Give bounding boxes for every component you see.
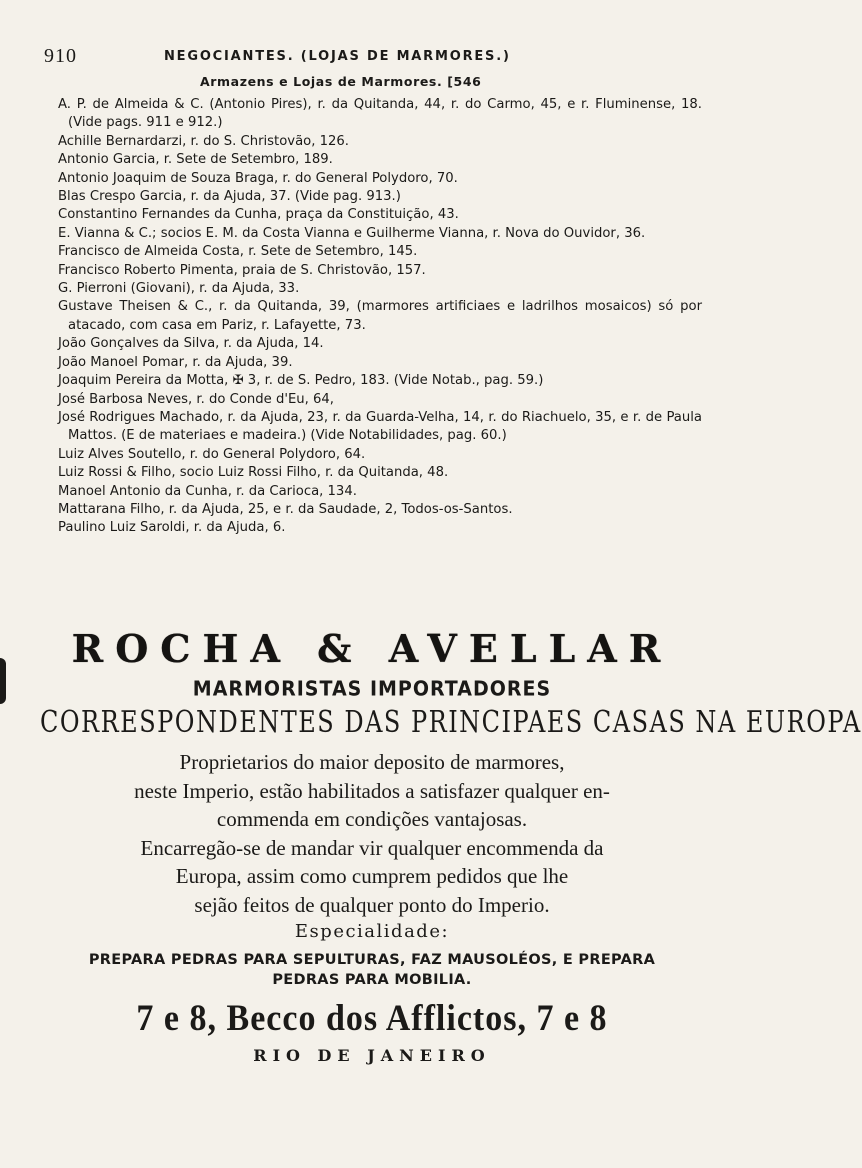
entry-text: E. Vianna & C.; socios E. M. da Costa Vianna e Guilherme Vianna, r. Nova do Ouvidor, 36. xyxy=(58,225,646,241)
list-item xyxy=(58,298,702,335)
ad-correspondents: CORRESPONDENTES DAS PRINCIPAES CASAS NA EUROPA xyxy=(40,704,862,740)
ad-tagline: MARMORISTAS IMPORTADORES xyxy=(192,677,552,701)
list-item xyxy=(58,409,702,446)
entry-text: Antonio Garcia, r. Sete de Setembro, 189. xyxy=(58,152,333,168)
list-item xyxy=(58,446,702,464)
section-subheader: Armazens e Lojas de Marmores. [546 xyxy=(200,74,482,89)
entry-text: João Gonçalves da Silva, r. da Ajuda, 14. xyxy=(58,336,324,352)
page-number: 910 xyxy=(44,44,77,67)
entry-text: Francisco de Almeida Costa, r. Sete de Setembro, 145. xyxy=(58,244,418,260)
entry-text: José Rodrigues Machado, r. da Ajuda, 23, r. da Guarda-Velha, 14, r. do Riachuelo, 35, e r. de Paula Mattos. (E de materiaes e madeira.) (Vide Notabilidades, pag. 60.) xyxy=(58,409,702,444)
list-item xyxy=(58,391,702,409)
entry-text: Gustave Theisen & C., r. da Quitanda, 39, (marmores artificiaes e ladrilhos mosaicos) só por atacado, com casa em Pariz, r. Lafayette, 73. xyxy=(58,299,702,333)
ad-body-line: sejão feitos de qualquer ponto do Imperio. xyxy=(194,892,550,917)
page-edge-mark xyxy=(0,658,6,704)
entry-text: Blas Crespo Garcia, r. da Ajuda, 37. (Vide pag. 913.) xyxy=(58,189,401,205)
ad-specialty-line: PEDRAS PARA MOBILIA. xyxy=(272,972,472,988)
entry-text: Luiz Alves Soutello, r. do General Polydoro, 64. xyxy=(58,446,366,462)
ad-specialty-label: Especialidade: xyxy=(294,921,450,942)
entry-text: A. P. de Almeida & C. (Antonio Pires), r. da Quitanda, 44, r. do Carmo, 45, e r. Fluminense, 18. (Vide pags. 911 e 912.) xyxy=(58,97,702,131)
entry-text: João Manoel Pomar, r. da Ajuda, 39. xyxy=(58,354,293,370)
running-head: NEGOCIANTES. (LOJAS DE MARMORES.) xyxy=(164,48,511,64)
entry-text: Antonio Joaquim de Souza Braga, r. do General Polydoro, 70. xyxy=(58,170,458,186)
list-item xyxy=(58,225,702,243)
entry-text: Constantino Fernandes da Cunha, praça da Constituição, 43. xyxy=(58,207,459,223)
list-item xyxy=(58,372,702,390)
list-item xyxy=(58,501,702,519)
list-item xyxy=(58,483,702,501)
ad-specialty xyxy=(40,950,704,990)
list-item xyxy=(58,335,702,353)
list-item xyxy=(58,464,702,482)
ad-body-line: neste Imperio, estão habilitados a satisfazer qualquer en- xyxy=(134,778,610,803)
ad-body-line: Europa, assim como cumprem pedidos que lhe xyxy=(175,864,569,888)
entry-text: José Barbosa Neves, r. do Conde d'Eu, 64, xyxy=(58,391,334,407)
ad-specialty-line: PREPARA PEDRAS PARA SEPULTURAS, FAZ MAUSOLÉOS, E PREPARA xyxy=(88,952,656,968)
list-item xyxy=(58,96,702,133)
entry-text: Paulino Luiz Saroldi, r. da Ajuda, 6. xyxy=(58,520,286,536)
list-item xyxy=(58,188,702,206)
ad-body-line: Encarregão-se de mandar vir qualquer encommenda da xyxy=(140,835,604,860)
list-item xyxy=(58,170,702,188)
list-item xyxy=(58,280,702,298)
ad-city: RIO DE JANEIRO xyxy=(253,1046,491,1065)
list-item xyxy=(58,133,702,151)
entry-text: Achille Bernardarzi, r. do S. Christovão, 126. xyxy=(58,133,349,149)
entry-text: Manoel Antonio da Cunha, r. da Carioca, 134. xyxy=(58,483,357,499)
advertisement xyxy=(40,622,862,1065)
list-item xyxy=(58,206,702,224)
list-item xyxy=(58,262,702,280)
ad-body-line: Proprietarios do maior deposito de marmores, xyxy=(179,750,565,774)
list-item xyxy=(58,519,702,537)
entry-text: Francisco Roberto Pimenta, praia de S. Christovão, 157. xyxy=(58,262,426,278)
ad-address: 7 e 8, Becco dos Afflictos, 7 e 8 xyxy=(136,998,608,1039)
entry-text: G. Pierroni (Giovani), r. da Ajuda, 33. xyxy=(58,281,300,297)
ad-body-line: commenda em condições vantajosas. xyxy=(216,807,528,831)
list-item xyxy=(58,151,702,169)
ad-body xyxy=(40,748,704,919)
list-item xyxy=(58,354,702,372)
list-item xyxy=(58,243,702,261)
entry-text: Joaquim Pereira da Motta, ✠ 3, r. de S. Pedro, 183. (Vide Notab., pag. 59.) xyxy=(58,373,544,389)
merchant-list xyxy=(58,96,702,538)
entry-text: Luiz Rossi & Filho, socio Luiz Rossi Filho, r. da Quitanda, 48. xyxy=(58,465,449,481)
ad-firm-name: ROCHA & AVELLAR xyxy=(71,626,673,671)
page-header xyxy=(44,44,696,68)
entry-text: Mattarana Filho, r. da Ajuda, 25, e r. da Saudade, 2, Todos-os-Santos. xyxy=(58,501,513,517)
